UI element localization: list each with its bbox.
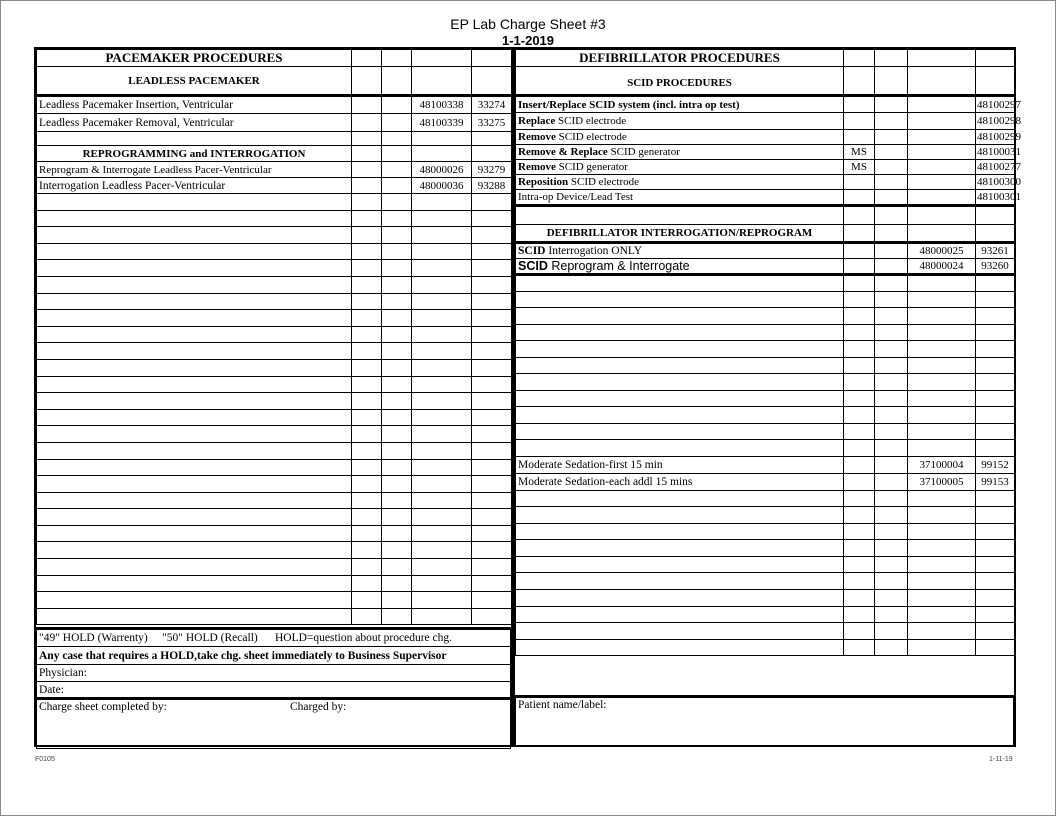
blank-row (516, 623, 1015, 640)
modifier: MS (844, 145, 875, 160)
blank-row (37, 260, 512, 277)
charge-code: 37100005 (908, 473, 976, 490)
procedure-desc: Intra-op Device/Lead Test (516, 190, 844, 206)
patient-label: Patient name/label: (516, 697, 1014, 747)
blank-row (516, 639, 1015, 656)
procedure-desc: Replace SCID electrode (516, 113, 844, 130)
blank-row (516, 440, 1015, 457)
blank-row (516, 357, 1015, 374)
charge-code: 48100339 (412, 114, 472, 132)
procedure-desc: Remove SCID generator (516, 160, 844, 175)
cpt-code: 33275 (472, 114, 512, 132)
revision-date: 1-11-19 (989, 756, 1013, 763)
patient-row (516, 697, 1014, 747)
blank-row (37, 243, 512, 260)
form-id: F0105 (35, 756, 55, 763)
blank-row (516, 374, 1015, 391)
blank-row (516, 590, 1015, 607)
modifier (844, 96, 875, 113)
charge-code: 48100338 (412, 96, 472, 114)
procedure-desc: Insert/Replace SCID system (incl. intra op test) (516, 96, 844, 113)
table-row (516, 456, 1015, 473)
blank-row (516, 490, 1015, 507)
cpt-code: 33274 (472, 96, 512, 114)
procedure-desc: Reprogram & Interrogate Leadless Pacer-Ventricular (37, 162, 352, 178)
leadless-heading: LEADLESS PACEMAKER (37, 67, 352, 96)
table-row (516, 473, 1015, 490)
physician-label: Physician: (37, 665, 511, 682)
table-row (37, 114, 512, 132)
pacemaker-heading: PACEMAKER PROCEDURES (37, 50, 352, 67)
blank-row (37, 343, 512, 360)
blank-row (516, 341, 1015, 358)
table-row (37, 162, 512, 178)
blank-row (516, 556, 1015, 573)
table-row (37, 178, 512, 194)
charged-by-label: Charged by: (290, 701, 347, 713)
charge-code: 48000024 (908, 259, 976, 275)
table-row (516, 190, 1015, 206)
blank-row (37, 509, 512, 526)
table-row (516, 259, 1015, 275)
charge-code: 37100004 (908, 456, 976, 473)
interrogation-heading: DEFIBRILLATOR INTERROGATION/REPROGRAM (516, 225, 844, 243)
procedure-desc: Leadless Pacemaker Insertion, Ventricular (37, 96, 352, 114)
table-row (37, 132, 512, 146)
table-row (516, 130, 1015, 145)
charge-code: 48100031 (977, 146, 1021, 158)
charge-code: 48100277 (977, 161, 1021, 173)
blank-row (516, 291, 1015, 308)
cpt-code: 93261 (976, 243, 1015, 259)
scid-heading: SCID PROCEDURES (516, 67, 844, 96)
pacemaker-heading-row (37, 50, 512, 67)
modifier (844, 113, 875, 130)
sheet-date: 1-1-2019 (501, 33, 555, 48)
blank-row (37, 476, 512, 493)
modifier (844, 175, 875, 190)
blank-row (37, 592, 512, 609)
table-row (516, 160, 1015, 175)
procedure-desc: SCID Reprogram & Interrogate (516, 259, 844, 275)
blank-row (516, 423, 1015, 440)
procedure-desc: Reposition SCID electrode (516, 175, 844, 190)
table-row (37, 96, 512, 114)
table-row (516, 113, 1015, 130)
sheet-title: EP Lab Charge Sheet #3 (450, 16, 606, 32)
blank-row (37, 376, 512, 393)
leadless-heading-row (37, 67, 512, 96)
blank-row (37, 194, 512, 211)
procedure-desc: Remove & Replace SCID generator (516, 145, 844, 160)
hold-note: Any case that requires a HOLD,take chg. sheet immediately to Business Supervisor (37, 647, 511, 665)
table-row (516, 175, 1015, 190)
blank-row (516, 390, 1015, 407)
date-label: Date: (37, 682, 511, 699)
procedure-desc: Interrogation Leadless Pacer-Ventricular (37, 178, 352, 194)
blank-row (37, 525, 512, 542)
charge-code: 48100299 (977, 131, 1021, 143)
charge-code: 48100298 (976, 113, 1015, 130)
pacemaker-panel (34, 47, 513, 747)
reprogramming-heading: REPROGRAMMING and INTERROGATION (37, 146, 352, 162)
physician-row (37, 665, 511, 682)
defibrillator-heading: DEFIBRILLATOR PROCEDURES (516, 50, 844, 67)
blank-row (37, 608, 512, 625)
blank-row (516, 324, 1015, 341)
blank-row (37, 426, 512, 443)
charge-code: 48000026 (412, 162, 472, 178)
cpt-code: 99152 (976, 456, 1015, 473)
blank-row (37, 442, 512, 459)
completed-by-label: Charge sheet completed by: (39, 701, 167, 713)
blank-row (37, 542, 512, 559)
cpt-code: 93260 (976, 259, 1015, 275)
procedure-desc: Remove SCID electrode (516, 130, 844, 145)
interrogation-heading-row (516, 225, 1015, 243)
blank-row (37, 393, 512, 410)
blank-row (37, 227, 512, 244)
blank-row (37, 359, 512, 376)
table-row (516, 243, 1015, 259)
table-row (516, 206, 1015, 225)
procedure-desc: Moderate Sedation-first 15 min (516, 456, 844, 473)
cpt-code: 99153 (976, 473, 1015, 490)
charge-code: 48100297 (976, 96, 1015, 113)
hold-note-row (37, 647, 511, 665)
blank-row (516, 523, 1015, 540)
table-row (516, 96, 1015, 113)
procedure-desc: SCID Interrogation ONLY (516, 243, 844, 259)
blank-row (37, 492, 512, 509)
blank-row (37, 210, 512, 227)
charge-code: 48100300 (977, 176, 1021, 188)
blank-row (37, 310, 512, 327)
blank-row (516, 275, 1015, 292)
blank-row (37, 559, 512, 576)
cpt-code: 93279 (472, 162, 512, 178)
blank-row (516, 308, 1015, 325)
scid-heading-row (516, 67, 1015, 96)
reprogramming-heading-row (37, 146, 512, 162)
procedure-desc: Leadless Pacemaker Removal, Ventricular (37, 114, 352, 132)
blank-row (516, 407, 1015, 424)
table-row (516, 145, 1015, 160)
charge-code: 48000025 (908, 243, 976, 259)
modifier: MS (844, 160, 875, 175)
procedure-desc: Moderate Sedation-each addl 15 mins (516, 473, 844, 490)
date-row (37, 682, 511, 699)
defibrillator-heading-row (516, 50, 1015, 67)
blank-row (37, 326, 512, 343)
hold-legend: "49" HOLD (Warrenty) "50" HOLD (Recall) HOLD=question about procedure chg. (37, 629, 511, 647)
cpt-code: 93288 (472, 178, 512, 194)
blank-row (37, 575, 512, 592)
modifier (844, 190, 875, 206)
charge-code: 48000036 (412, 178, 472, 194)
blank-row (516, 573, 1015, 590)
blank-row (37, 293, 512, 310)
hold-row (37, 629, 511, 647)
blank-row (516, 540, 1015, 557)
blank-row (37, 409, 512, 426)
blank-row (516, 606, 1015, 623)
blank-row (516, 507, 1015, 524)
blank-row (37, 276, 512, 293)
defibrillator-panel (511, 47, 1021, 747)
signoff-row (37, 699, 511, 749)
blank-row (37, 459, 512, 476)
charge-code: 48100301 (976, 190, 1015, 206)
modifier (844, 130, 875, 145)
